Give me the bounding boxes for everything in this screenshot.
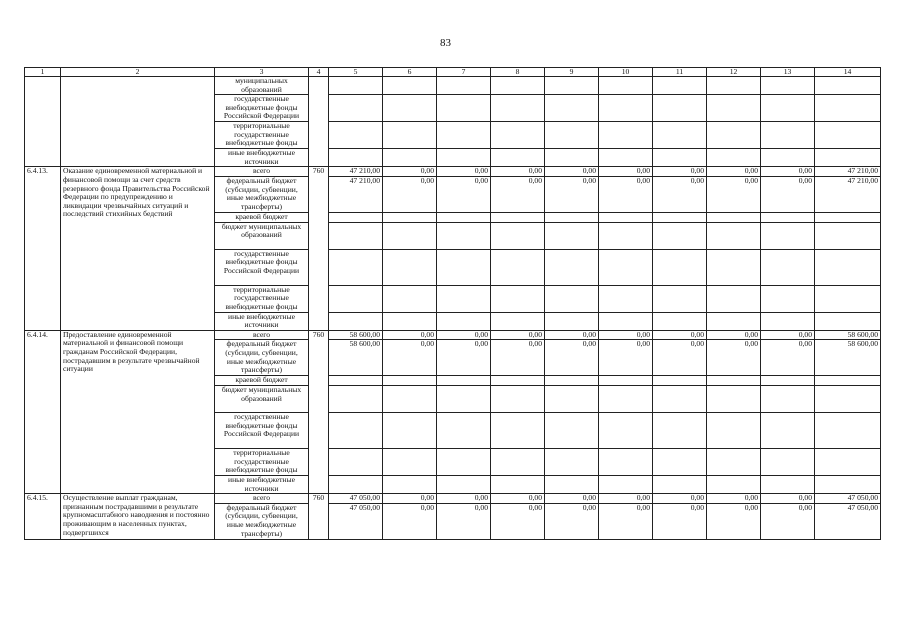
header-cell: 13 [761, 68, 815, 77]
value-cell [707, 475, 761, 493]
value-cell [761, 312, 815, 330]
value-cell: 0,00 [653, 167, 707, 177]
value-cell [761, 475, 815, 493]
value-cell: 0,00 [707, 167, 761, 177]
value-cell [491, 122, 545, 149]
value-cell: 0,00 [761, 330, 815, 340]
source-cell: государственные внебюджетные фонды Российской Федерации [215, 249, 309, 285]
value-cell: 0,00 [653, 503, 707, 539]
value-cell [815, 385, 881, 412]
header-cell: 9 [545, 68, 599, 77]
value-cell: 0,00 [707, 176, 761, 212]
code-cell: 760 [309, 167, 329, 330]
value-cell: 0,00 [599, 330, 653, 340]
header-cell: 6 [383, 68, 437, 77]
source-cell: всего [215, 494, 309, 504]
value-cell: 58 600,00 [329, 330, 383, 340]
header-cell: 4 [309, 68, 329, 77]
value-cell: 0,00 [437, 494, 491, 504]
code-cell [309, 77, 329, 167]
value-cell [545, 149, 599, 167]
value-cell: 47 210,00 [815, 167, 881, 177]
value-cell [437, 222, 491, 249]
item-number-cell: 6.4.13. [25, 167, 61, 330]
table-row [25, 167, 881, 177]
value-cell [491, 212, 545, 222]
value-cell [545, 385, 599, 412]
header-cell: 8 [491, 68, 545, 77]
value-cell: 0,00 [653, 176, 707, 212]
value-cell [761, 412, 815, 448]
value-cell [653, 285, 707, 312]
source-cell: государственные внебюджетные фонды Российской Федерации [215, 412, 309, 448]
value-cell [491, 475, 545, 493]
value-cell: 0,00 [761, 494, 815, 504]
value-cell [599, 95, 653, 122]
value-cell [545, 412, 599, 448]
value-cell [329, 385, 383, 412]
value-cell: 0,00 [383, 494, 437, 504]
value-cell [707, 77, 761, 95]
value-cell: 0,00 [653, 494, 707, 504]
value-cell: 0,00 [599, 494, 653, 504]
value-cell [599, 249, 653, 285]
value-cell [329, 149, 383, 167]
value-cell: 0,00 [383, 503, 437, 539]
value-cell: 0,00 [491, 167, 545, 177]
value-cell [707, 312, 761, 330]
source-cell: муниципальных образований [215, 77, 309, 95]
value-cell [815, 312, 881, 330]
value-cell [815, 448, 881, 475]
value-cell [653, 412, 707, 448]
value-cell [491, 249, 545, 285]
value-cell [653, 95, 707, 122]
value-cell: 0,00 [491, 494, 545, 504]
source-cell: территориальные государственные внебюджетные фонды [215, 122, 309, 149]
value-cell [329, 312, 383, 330]
value-cell [599, 122, 653, 149]
value-cell [545, 376, 599, 386]
value-cell [707, 285, 761, 312]
value-cell [545, 475, 599, 493]
header-cell: 3 [215, 68, 309, 77]
value-cell: 47 050,00 [329, 494, 383, 504]
value-cell [491, 312, 545, 330]
item-name-cell [61, 77, 215, 167]
header-cell: 12 [707, 68, 761, 77]
page-number: 83 [440, 37, 451, 49]
table-row [25, 77, 881, 95]
source-cell: краевой бюджет [215, 212, 309, 222]
budget-table [24, 67, 881, 540]
value-cell [329, 448, 383, 475]
value-cell [815, 149, 881, 167]
item-number-cell [25, 77, 61, 167]
value-cell [545, 285, 599, 312]
source-cell: всего [215, 167, 309, 177]
value-cell [383, 312, 437, 330]
value-cell [653, 77, 707, 95]
value-cell [437, 412, 491, 448]
value-cell [437, 475, 491, 493]
value-cell [329, 77, 383, 95]
value-cell: 0,00 [761, 167, 815, 177]
item-name-cell: Оказание единовременной материальной и финансовой помощи за счет средств резервного фонда Правительства Российской Федерации по предупреждению и ликвидации чрезвычайных ситуаций и последствий стихийных бедствий [61, 167, 215, 330]
value-cell [815, 122, 881, 149]
value-cell: 0,00 [545, 340, 599, 376]
value-cell [761, 77, 815, 95]
value-cell: 0,00 [437, 503, 491, 539]
value-cell [383, 222, 437, 249]
value-cell: 0,00 [761, 176, 815, 212]
value-cell [437, 122, 491, 149]
value-cell [707, 122, 761, 149]
value-cell [491, 95, 545, 122]
source-cell: краевой бюджет [215, 376, 309, 386]
value-cell [491, 77, 545, 95]
value-cell: 0,00 [707, 503, 761, 539]
value-cell [815, 222, 881, 249]
value-cell [653, 376, 707, 386]
source-cell: иные внебюджетные источники [215, 475, 309, 493]
value-cell [653, 149, 707, 167]
value-cell: 47 050,00 [815, 503, 881, 539]
value-cell [707, 95, 761, 122]
value-cell [383, 122, 437, 149]
value-cell [653, 475, 707, 493]
value-cell [761, 249, 815, 285]
source-cell: федеральный бюджет (субсидии, субвенции, иные межбюджетные трансферты) [215, 503, 309, 539]
value-cell [707, 448, 761, 475]
value-cell [383, 475, 437, 493]
value-cell [329, 475, 383, 493]
value-cell [653, 448, 707, 475]
value-cell [437, 212, 491, 222]
value-cell [815, 77, 881, 95]
value-cell: 0,00 [491, 330, 545, 340]
value-cell: 0,00 [707, 494, 761, 504]
code-cell: 760 [309, 494, 329, 540]
value-cell [491, 448, 545, 475]
value-cell: 0,00 [545, 330, 599, 340]
value-cell: 58 600,00 [815, 340, 881, 376]
value-cell [383, 385, 437, 412]
value-cell [653, 222, 707, 249]
value-cell [437, 77, 491, 95]
value-cell [329, 95, 383, 122]
value-cell [599, 412, 653, 448]
value-cell: 0,00 [599, 176, 653, 212]
source-cell: государственные внебюджетные фонды Российской Федерации [215, 95, 309, 122]
value-cell: 0,00 [383, 330, 437, 340]
value-cell [599, 385, 653, 412]
value-cell: 0,00 [437, 330, 491, 340]
value-cell [491, 385, 545, 412]
value-cell [437, 285, 491, 312]
value-cell [491, 149, 545, 167]
table-row [25, 330, 881, 340]
value-cell [329, 412, 383, 448]
value-cell [545, 77, 599, 95]
value-cell [545, 448, 599, 475]
header-cell: 11 [653, 68, 707, 77]
value-cell [545, 212, 599, 222]
source-cell: бюджет муниципальных образований [215, 222, 309, 249]
value-cell [761, 149, 815, 167]
value-cell [761, 285, 815, 312]
value-cell [491, 285, 545, 312]
item-name-cell: Осуществление выплат гражданам, признанным пострадавшими в результате крупномасштабного наводнения и постоянно проживающим в населенных пунктах, подвергшихся [61, 494, 215, 540]
value-cell [707, 212, 761, 222]
table-row [25, 494, 881, 504]
value-cell [437, 149, 491, 167]
value-cell [329, 249, 383, 285]
header-cell: 14 [815, 68, 881, 77]
value-cell [707, 249, 761, 285]
value-cell: 0,00 [599, 340, 653, 376]
value-cell: 0,00 [491, 340, 545, 376]
value-cell [653, 312, 707, 330]
value-cell: 47 210,00 [329, 176, 383, 212]
value-cell [653, 249, 707, 285]
value-cell [383, 249, 437, 285]
value-cell: 0,00 [437, 176, 491, 212]
value-cell: 0,00 [383, 167, 437, 177]
value-cell [599, 77, 653, 95]
value-cell [329, 222, 383, 249]
value-cell [707, 412, 761, 448]
source-cell: федеральный бюджет (субсидии, субвенции, иные межбюджетные трансферты) [215, 176, 309, 212]
value-cell [545, 249, 599, 285]
value-cell [383, 149, 437, 167]
value-cell: 0,00 [707, 330, 761, 340]
value-cell: 0,00 [437, 167, 491, 177]
source-cell: иные внебюджетные источники [215, 149, 309, 167]
value-cell: 0,00 [653, 330, 707, 340]
value-cell: 0,00 [491, 176, 545, 212]
value-cell [653, 385, 707, 412]
value-cell: 0,00 [437, 340, 491, 376]
value-cell [545, 95, 599, 122]
value-cell: 58 600,00 [815, 330, 881, 340]
value-cell [599, 285, 653, 312]
value-cell [383, 77, 437, 95]
header-row [25, 68, 881, 77]
value-cell [437, 249, 491, 285]
header-cell: 10 [599, 68, 653, 77]
value-cell [653, 212, 707, 222]
value-cell [707, 149, 761, 167]
value-cell [815, 95, 881, 122]
source-cell: бюджет муниципальных образований [215, 385, 309, 412]
value-cell: 0,00 [761, 340, 815, 376]
value-cell [761, 385, 815, 412]
value-cell [383, 448, 437, 475]
value-cell [761, 376, 815, 386]
value-cell [761, 212, 815, 222]
value-cell: 0,00 [491, 503, 545, 539]
value-cell [329, 285, 383, 312]
value-cell: 0,00 [599, 167, 653, 177]
header-cell: 1 [25, 68, 61, 77]
item-number-cell: 6.4.15. [25, 494, 61, 540]
item-number-cell: 6.4.14. [25, 330, 61, 493]
value-cell: 0,00 [761, 503, 815, 539]
source-cell: иные внебюджетные источники [215, 312, 309, 330]
value-cell: 0,00 [545, 167, 599, 177]
source-cell: территориальные государственные внебюджетные фонды [215, 448, 309, 475]
value-cell [599, 448, 653, 475]
header-cell: 2 [61, 68, 215, 77]
value-cell [653, 122, 707, 149]
value-cell [599, 376, 653, 386]
value-cell [815, 285, 881, 312]
value-cell: 0,00 [383, 340, 437, 376]
value-cell [761, 448, 815, 475]
value-cell: 0,00 [599, 503, 653, 539]
value-cell [707, 385, 761, 412]
value-cell [815, 212, 881, 222]
source-cell: территориальные государственные внебюджетные фонды [215, 285, 309, 312]
value-cell [761, 222, 815, 249]
value-cell [707, 222, 761, 249]
value-cell: 0,00 [707, 340, 761, 376]
value-cell [491, 376, 545, 386]
item-name-cell: Предоставление единовременной материальной и финансовой помощи гражданам Российской Федерации, пострадавшим в результате чрезвычайной ситуации [61, 330, 215, 493]
value-cell [437, 448, 491, 475]
value-cell [599, 312, 653, 330]
value-cell [815, 475, 881, 493]
value-cell [383, 412, 437, 448]
value-cell [545, 122, 599, 149]
value-cell [329, 212, 383, 222]
code-cell: 760 [309, 330, 329, 493]
value-cell [383, 376, 437, 386]
value-cell [815, 412, 881, 448]
value-cell: 47 210,00 [815, 176, 881, 212]
source-cell: всего [215, 330, 309, 340]
value-cell [761, 122, 815, 149]
value-cell [545, 312, 599, 330]
header-cell: 5 [329, 68, 383, 77]
value-cell [545, 222, 599, 249]
value-cell [707, 376, 761, 386]
value-cell: 47 050,00 [815, 494, 881, 504]
value-cell [437, 376, 491, 386]
value-cell: 47 050,00 [329, 503, 383, 539]
value-cell [599, 149, 653, 167]
value-cell [437, 385, 491, 412]
value-cell: 0,00 [545, 503, 599, 539]
value-cell [599, 475, 653, 493]
value-cell [383, 285, 437, 312]
header-cell: 7 [437, 68, 491, 77]
value-cell [815, 376, 881, 386]
value-cell [437, 312, 491, 330]
value-cell [599, 222, 653, 249]
value-cell [383, 95, 437, 122]
value-cell: 0,00 [653, 340, 707, 376]
value-cell [599, 212, 653, 222]
value-cell [491, 222, 545, 249]
value-cell: 58 600,00 [329, 340, 383, 376]
value-cell [437, 95, 491, 122]
source-cell: федеральный бюджет (субсидии, субвенции, иные межбюджетные трансферты) [215, 340, 309, 376]
value-cell: 0,00 [383, 176, 437, 212]
value-cell [329, 376, 383, 386]
value-cell [815, 249, 881, 285]
value-cell [383, 212, 437, 222]
value-cell: 0,00 [545, 176, 599, 212]
value-cell: 47 210,00 [329, 167, 383, 177]
value-cell: 0,00 [545, 494, 599, 504]
value-cell [761, 95, 815, 122]
value-cell [491, 412, 545, 448]
value-cell [329, 122, 383, 149]
